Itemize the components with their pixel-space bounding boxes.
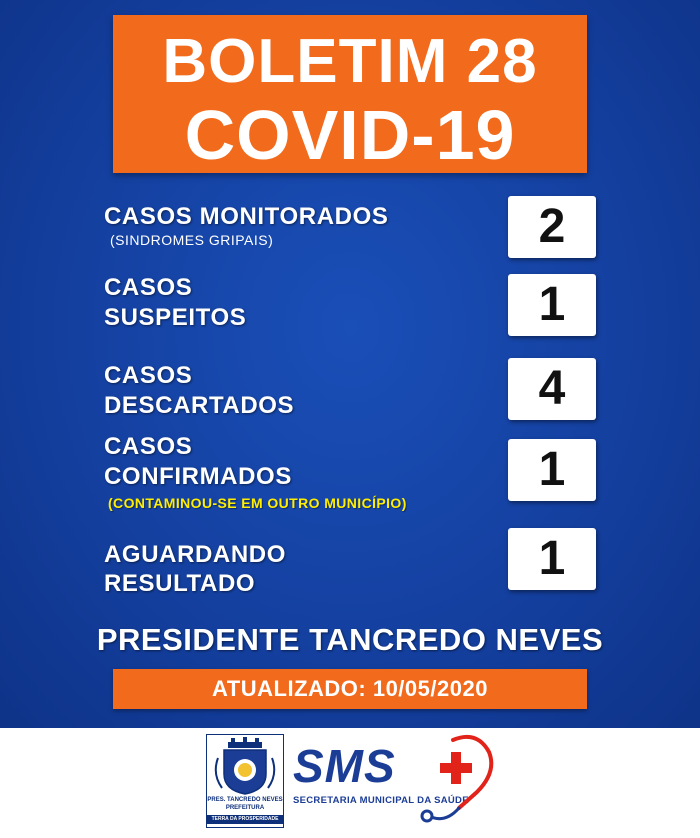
stat-label-line1: AGUARDANDO xyxy=(104,541,286,568)
bulletin-number: BOLETIM 28 xyxy=(162,27,538,96)
crest-slogan: TERRA DA PROSPERIDADE xyxy=(206,815,284,824)
footer-logos xyxy=(0,728,700,838)
stat-label-line2: RESULTADO xyxy=(104,570,256,597)
stat-value: 1 xyxy=(508,274,596,336)
bulletin-title: COVID-19 xyxy=(184,96,516,174)
stat-label-line1: CASOS xyxy=(104,362,193,389)
crest-subtitle: PREFEITURA xyxy=(225,805,265,811)
crest-title: PRES. TANCREDO NEVES xyxy=(207,797,283,803)
stat-value: 1 xyxy=(508,528,596,590)
stat-label-line2: SUSPEITOS xyxy=(104,304,247,331)
stat-label: CASOS MONITORADOS xyxy=(104,203,389,230)
stat-label-line1: CASOS xyxy=(104,274,193,301)
stethoscope-cross-icon xyxy=(415,732,495,830)
sms-logo-text: SMS xyxy=(293,740,396,792)
sms-subtitle: SECRETARIA MUNICIPAL DA SAÚDE xyxy=(293,795,469,806)
updated-date-banner: ATUALIZADO: 10/05/2020 xyxy=(113,669,587,709)
stat-value: 4 xyxy=(508,358,596,420)
city-name: PRESIDENTE TANCREDO NEVES xyxy=(96,622,604,657)
stat-label-line2: DESCARTADOS xyxy=(104,392,295,419)
stat-note: (SINDROMES GRIPAIS) xyxy=(110,232,274,248)
stat-label-line1: CASOS xyxy=(104,433,193,460)
municipal-crest-icon xyxy=(206,734,284,828)
stat-label-line2: CONFIRMADOS xyxy=(104,463,292,490)
stat-note: (CONTAMINOU-SE EM OUTRO MUNICÍPIO) xyxy=(108,495,407,511)
title-banner xyxy=(113,15,587,173)
stat-value: 2 xyxy=(508,196,596,258)
stat-value: 1 xyxy=(508,439,596,501)
